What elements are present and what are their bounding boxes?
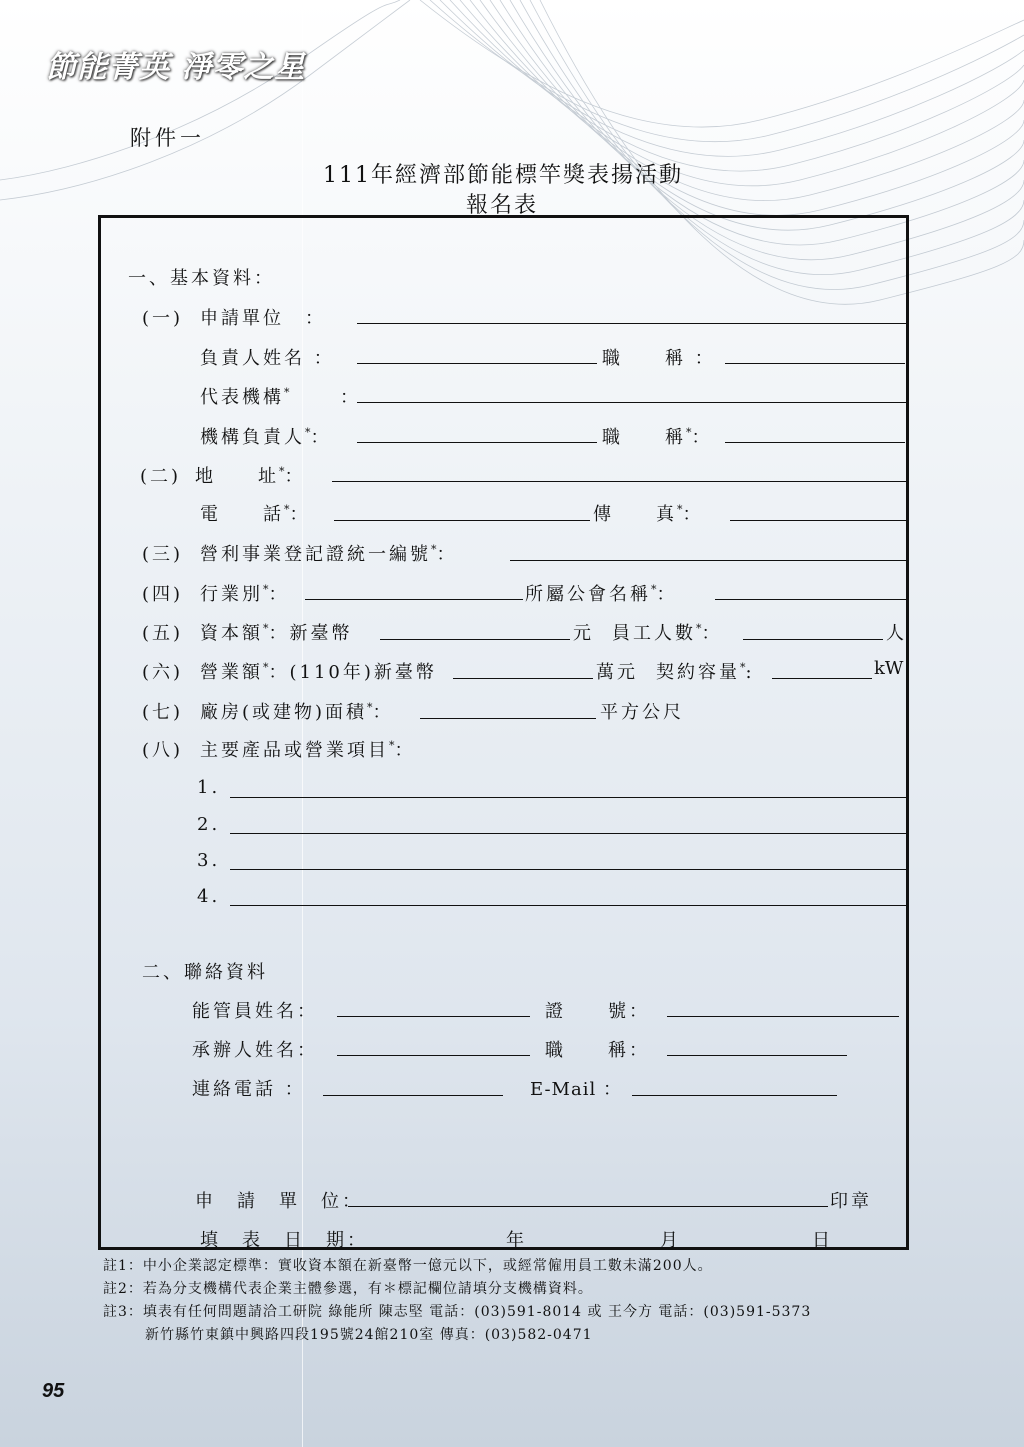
product-item-number: 2.	[197, 814, 221, 835]
product-item-field[interactable]	[230, 833, 909, 834]
revenue-unit: 萬元	[596, 662, 638, 683]
capital-unit: 元	[573, 623, 594, 644]
main-products-label: 主要產品或營業項目*：	[200, 739, 416, 761]
employee-count-field[interactable]	[743, 639, 883, 640]
representative-org-label: 代表機構*	[200, 386, 290, 408]
address-field[interactable]	[332, 481, 909, 482]
phone-field[interactable]	[334, 520, 590, 521]
product-item-number: 4.	[197, 886, 221, 907]
phone-label: 電 話*：	[200, 503, 311, 525]
industry-label: 行業別*：	[200, 583, 290, 605]
business-id-field[interactable]	[510, 560, 909, 561]
product-item-field[interactable]	[230, 869, 909, 870]
item3-number: (三)	[142, 544, 184, 565]
product-item-number: 1.	[197, 777, 221, 798]
org-head-field[interactable]	[357, 442, 597, 443]
fax-field[interactable]	[730, 520, 909, 521]
page-number: 95	[42, 1380, 65, 1402]
responsible-person-label: 負責人姓名 ：	[200, 348, 335, 369]
email-field[interactable]	[632, 1095, 837, 1096]
org-head-title-field[interactable]	[725, 442, 905, 443]
date-day-label: 日	[812, 1230, 833, 1251]
contract-capacity-label: 契約容量*:	[656, 661, 755, 683]
section2-heading: 二、聯絡資料	[142, 962, 268, 983]
footnote-3-continued: 新竹縣竹東鎮中興路四段195號24館210室 傳真：(03)582-0471	[145, 1327, 593, 1343]
revenue-field[interactable]	[453, 678, 593, 679]
floor-area-label: 廠房(或建物)面積*：	[200, 701, 394, 723]
date-year-label: 年	[506, 1230, 527, 1251]
industry-field[interactable]	[305, 599, 523, 600]
email-label: E-Mail ：	[530, 1079, 622, 1100]
footnote-3: 註3：填表有任何問題請洽工研院 綠能所 陳志堅 電話：(03)591-8014 或 王今方 電話：(03)591-5373	[103, 1304, 812, 1320]
contact-phone-label: 連絡電話 ：	[192, 1079, 306, 1100]
product-item-field[interactable]	[230, 905, 909, 906]
form-subtitle: 報名表	[465, 193, 538, 218]
item2-number: (二)	[140, 466, 182, 487]
org-head-title-label: 職 稱*：	[602, 426, 713, 448]
revenue-label: 營業額*：(110年)新臺幣	[200, 661, 437, 683]
footnote-1: 註1：中小企業認定標準：實收資本額在新臺幣一億元以下，或經常僱用員工數未滿200人。	[103, 1258, 713, 1274]
org-head-label: 機構負責人*：	[200, 426, 332, 448]
product-item-number: 3.	[197, 850, 221, 871]
item7-number: (七)	[142, 702, 184, 723]
item8-number: (八)	[142, 740, 184, 761]
job-title-label: 職 稱 ：	[602, 348, 716, 369]
capital-label: 資本額*：新臺幣	[200, 622, 353, 644]
item6-number: (六)	[142, 662, 184, 683]
contract-capacity-field[interactable]	[772, 678, 872, 679]
responsible-person-field[interactable]	[357, 363, 597, 364]
certificate-number-field[interactable]	[667, 1016, 899, 1017]
capital-field[interactable]	[380, 639, 570, 640]
section1-heading: 一、基本資料：	[128, 268, 275, 289]
attachment-label: 附件一	[130, 126, 205, 150]
fill-date-label: 填 表 日 期：	[200, 1230, 368, 1251]
handler-name-label: 承辦人姓名：	[192, 1040, 318, 1061]
item1-number: (一)	[142, 308, 184, 329]
handler-title-field[interactable]	[667, 1055, 847, 1056]
form-title: 111年經濟部節能標竿獎表揚活動	[323, 163, 683, 188]
representative-org-field[interactable]	[357, 402, 909, 403]
signing-unit-label: 申 請 單 位：	[195, 1191, 363, 1212]
contact-phone-field[interactable]	[323, 1095, 503, 1096]
floor-area-field[interactable]	[420, 718, 596, 719]
job-title-field[interactable]	[725, 363, 905, 364]
energy-manager-name-field[interactable]	[337, 1016, 530, 1017]
handler-title-label: 職 稱：	[545, 1040, 650, 1061]
signing-unit-field[interactable]	[348, 1206, 828, 1207]
employee-count-label: 員工人數*：	[612, 622, 723, 644]
footnotes	[103, 1255, 811, 1347]
contract-capacity-unit: kW	[874, 658, 904, 679]
business-id-label: 營利事業登記證統一編號*：	[200, 543, 458, 565]
applicant-unit-field[interactable]	[357, 323, 909, 324]
item5-number: (五)	[142, 623, 184, 644]
handler-name-field[interactable]	[337, 1055, 530, 1056]
floor-area-unit: 平方公尺	[600, 702, 684, 723]
certificate-number-label: 證 號：	[545, 1001, 650, 1022]
fax-label: 傳 真*：	[593, 503, 704, 525]
energy-manager-name-label: 能管員姓名：	[192, 1001, 318, 1022]
trade-association-label: 所屬公會名稱*：	[525, 583, 678, 605]
date-month-label: 月	[660, 1230, 681, 1251]
representative-org-colon: ：	[340, 387, 361, 408]
footnote-2: 註2：若為分支機構代表企業主體參選，有＊標記欄位請填分支機構資料。	[103, 1281, 593, 1297]
brand-logo-text: 節能菁英 淨零之星	[46, 50, 306, 85]
trade-association-field[interactable]	[715, 599, 909, 600]
address-label: 地 址*：	[195, 465, 306, 487]
applicant-unit-label: 申請單位 ：	[200, 308, 326, 329]
seal-label: 印章	[830, 1191, 872, 1212]
item4-number: (四)	[142, 584, 184, 605]
employee-unit: 人	[886, 623, 907, 644]
product-item-field[interactable]	[230, 797, 909, 798]
